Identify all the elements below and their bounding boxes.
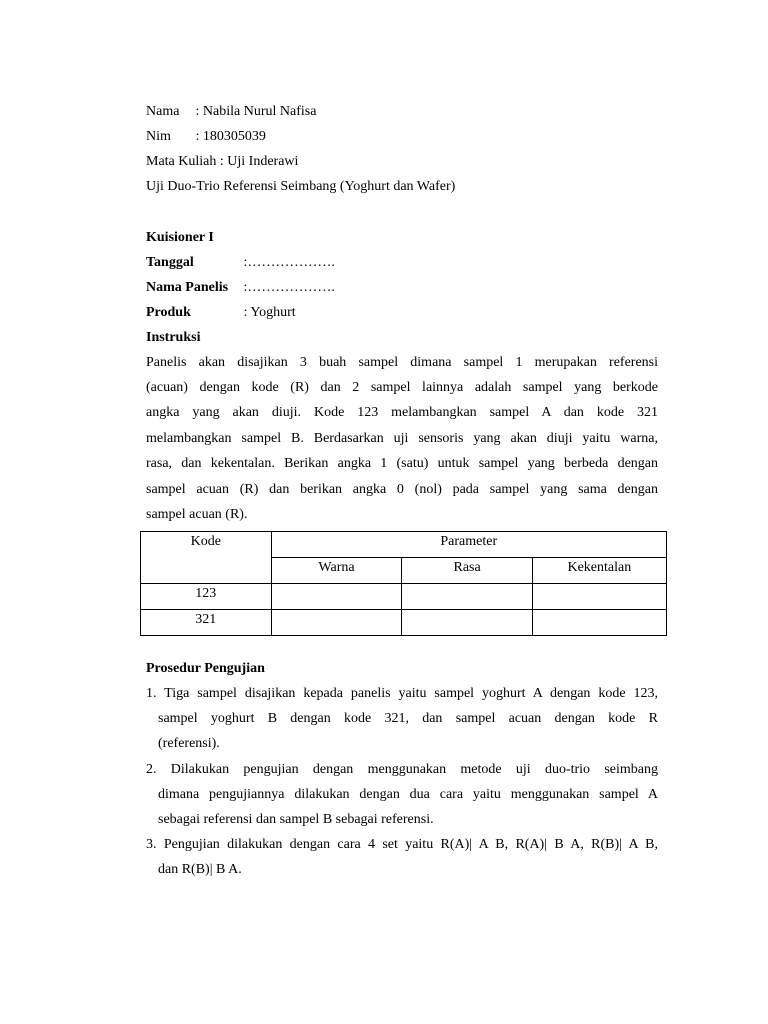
row-kode: 123 <box>141 584 272 610</box>
instruksi-line: (acuan) dengan kode (R) dan 2 sampel lainnya adalah sampel yang berkode <box>146 380 658 395</box>
tanggal-value: :………………. <box>243 255 335 270</box>
produk-line <box>146 304 296 322</box>
row-kode: 321 <box>141 610 272 636</box>
mata-kuliah-label: Mata Kuliah <box>146 154 217 169</box>
tanggal-line <box>146 254 335 272</box>
instruksi-line: rasa, dan kekentalan. Berikan angka 1 (satu) untuk sampel yang berbeda dengan <box>146 456 658 471</box>
prosedur-line: sampel yoghurt B dengan kode 321, dan sampel acuan dengan kode R <box>158 711 658 726</box>
warna-header: Warna <box>271 558 402 584</box>
nama-panelis-value: :………………. <box>243 280 335 295</box>
prosedur-title: Prosedur Pengujian <box>146 661 265 676</box>
kode-header: Kode <box>141 532 272 584</box>
rasa-header: Rasa <box>402 558 532 584</box>
instruksi-title: Instruksi <box>146 330 201 345</box>
prosedur-line: 1. Tiga sampel disajikan kepada panelis yaitu sampel yoghurt A dengan kode 123, <box>146 686 658 701</box>
kekentalan-header: Kekentalan <box>532 558 666 584</box>
warna-cell <box>271 610 402 636</box>
mata-kuliah-value: : Uji Inderawi <box>219 154 299 169</box>
parameter-table <box>140 531 667 636</box>
prosedur-line: dimana pengujiannya dilakukan dengan dua cara yaitu menggunakan sampel A <box>158 787 658 802</box>
table-row <box>141 610 667 636</box>
table-header-row <box>141 532 667 558</box>
produk-label: Produk <box>146 305 191 320</box>
rasa-cell <box>402 584 532 610</box>
instruksi-line: sampel acuan (R) dan berikan angka 0 (nol) pada sampel yang sama dengan <box>146 482 658 497</box>
table-row <box>141 584 667 610</box>
nim-line <box>146 128 266 146</box>
instruksi-line: angka yang akan diuji. Kode 123 melambangkan sampel A dan kode 321 <box>146 405 658 420</box>
prosedur-line: (referensi). <box>158 736 220 751</box>
nama-value: : Nabila Nurul Nafisa <box>195 104 317 119</box>
subject-line: Uji Duo-Trio Referensi Seimbang (Yoghurt dan Wafer) <box>146 179 456 194</box>
mata-kuliah-line <box>146 153 298 171</box>
parameter-header: Parameter <box>271 532 667 558</box>
kuisioner-title: Kuisioner I <box>146 230 214 245</box>
instruksi-line: melambangkan sampel B. Berdasarkan uji sensoris yang akan diuji yaitu warna, <box>146 431 658 446</box>
kekentalan-cell <box>532 610 666 636</box>
warna-cell <box>271 584 402 610</box>
nim-label: Nim <box>146 129 171 144</box>
prosedur-line: sebagai referensi dan sampel B sebagai referensi. <box>158 812 434 827</box>
produk-value: : Yoghurt <box>243 305 296 320</box>
kekentalan-cell <box>532 584 666 610</box>
rasa-cell <box>402 610 532 636</box>
instruksi-line: sampel acuan (R). <box>146 507 248 522</box>
tanggal-label: Tanggal <box>146 255 194 270</box>
instruksi-line: Panelis akan disajikan 3 buah sampel dimana sampel 1 merupakan referensi <box>146 355 658 370</box>
prosedur-line: 2. Dilakukan pengujian dengan menggunakan metode uji duo-trio seimbang <box>146 762 658 777</box>
nama-line <box>146 103 316 121</box>
nama-label: Nama <box>146 104 180 119</box>
nim-value: : 180305039 <box>195 129 266 144</box>
nama-panelis-line <box>146 279 335 297</box>
nama-panelis-label: Nama Panelis <box>146 280 229 295</box>
prosedur-line: 3. Pengujian dilakukan dengan cara 4 set yaitu R(A)| A B, R(A)| B A, R(B)| A B, <box>146 837 658 852</box>
prosedur-line: dan R(B)| B A. <box>158 862 242 877</box>
